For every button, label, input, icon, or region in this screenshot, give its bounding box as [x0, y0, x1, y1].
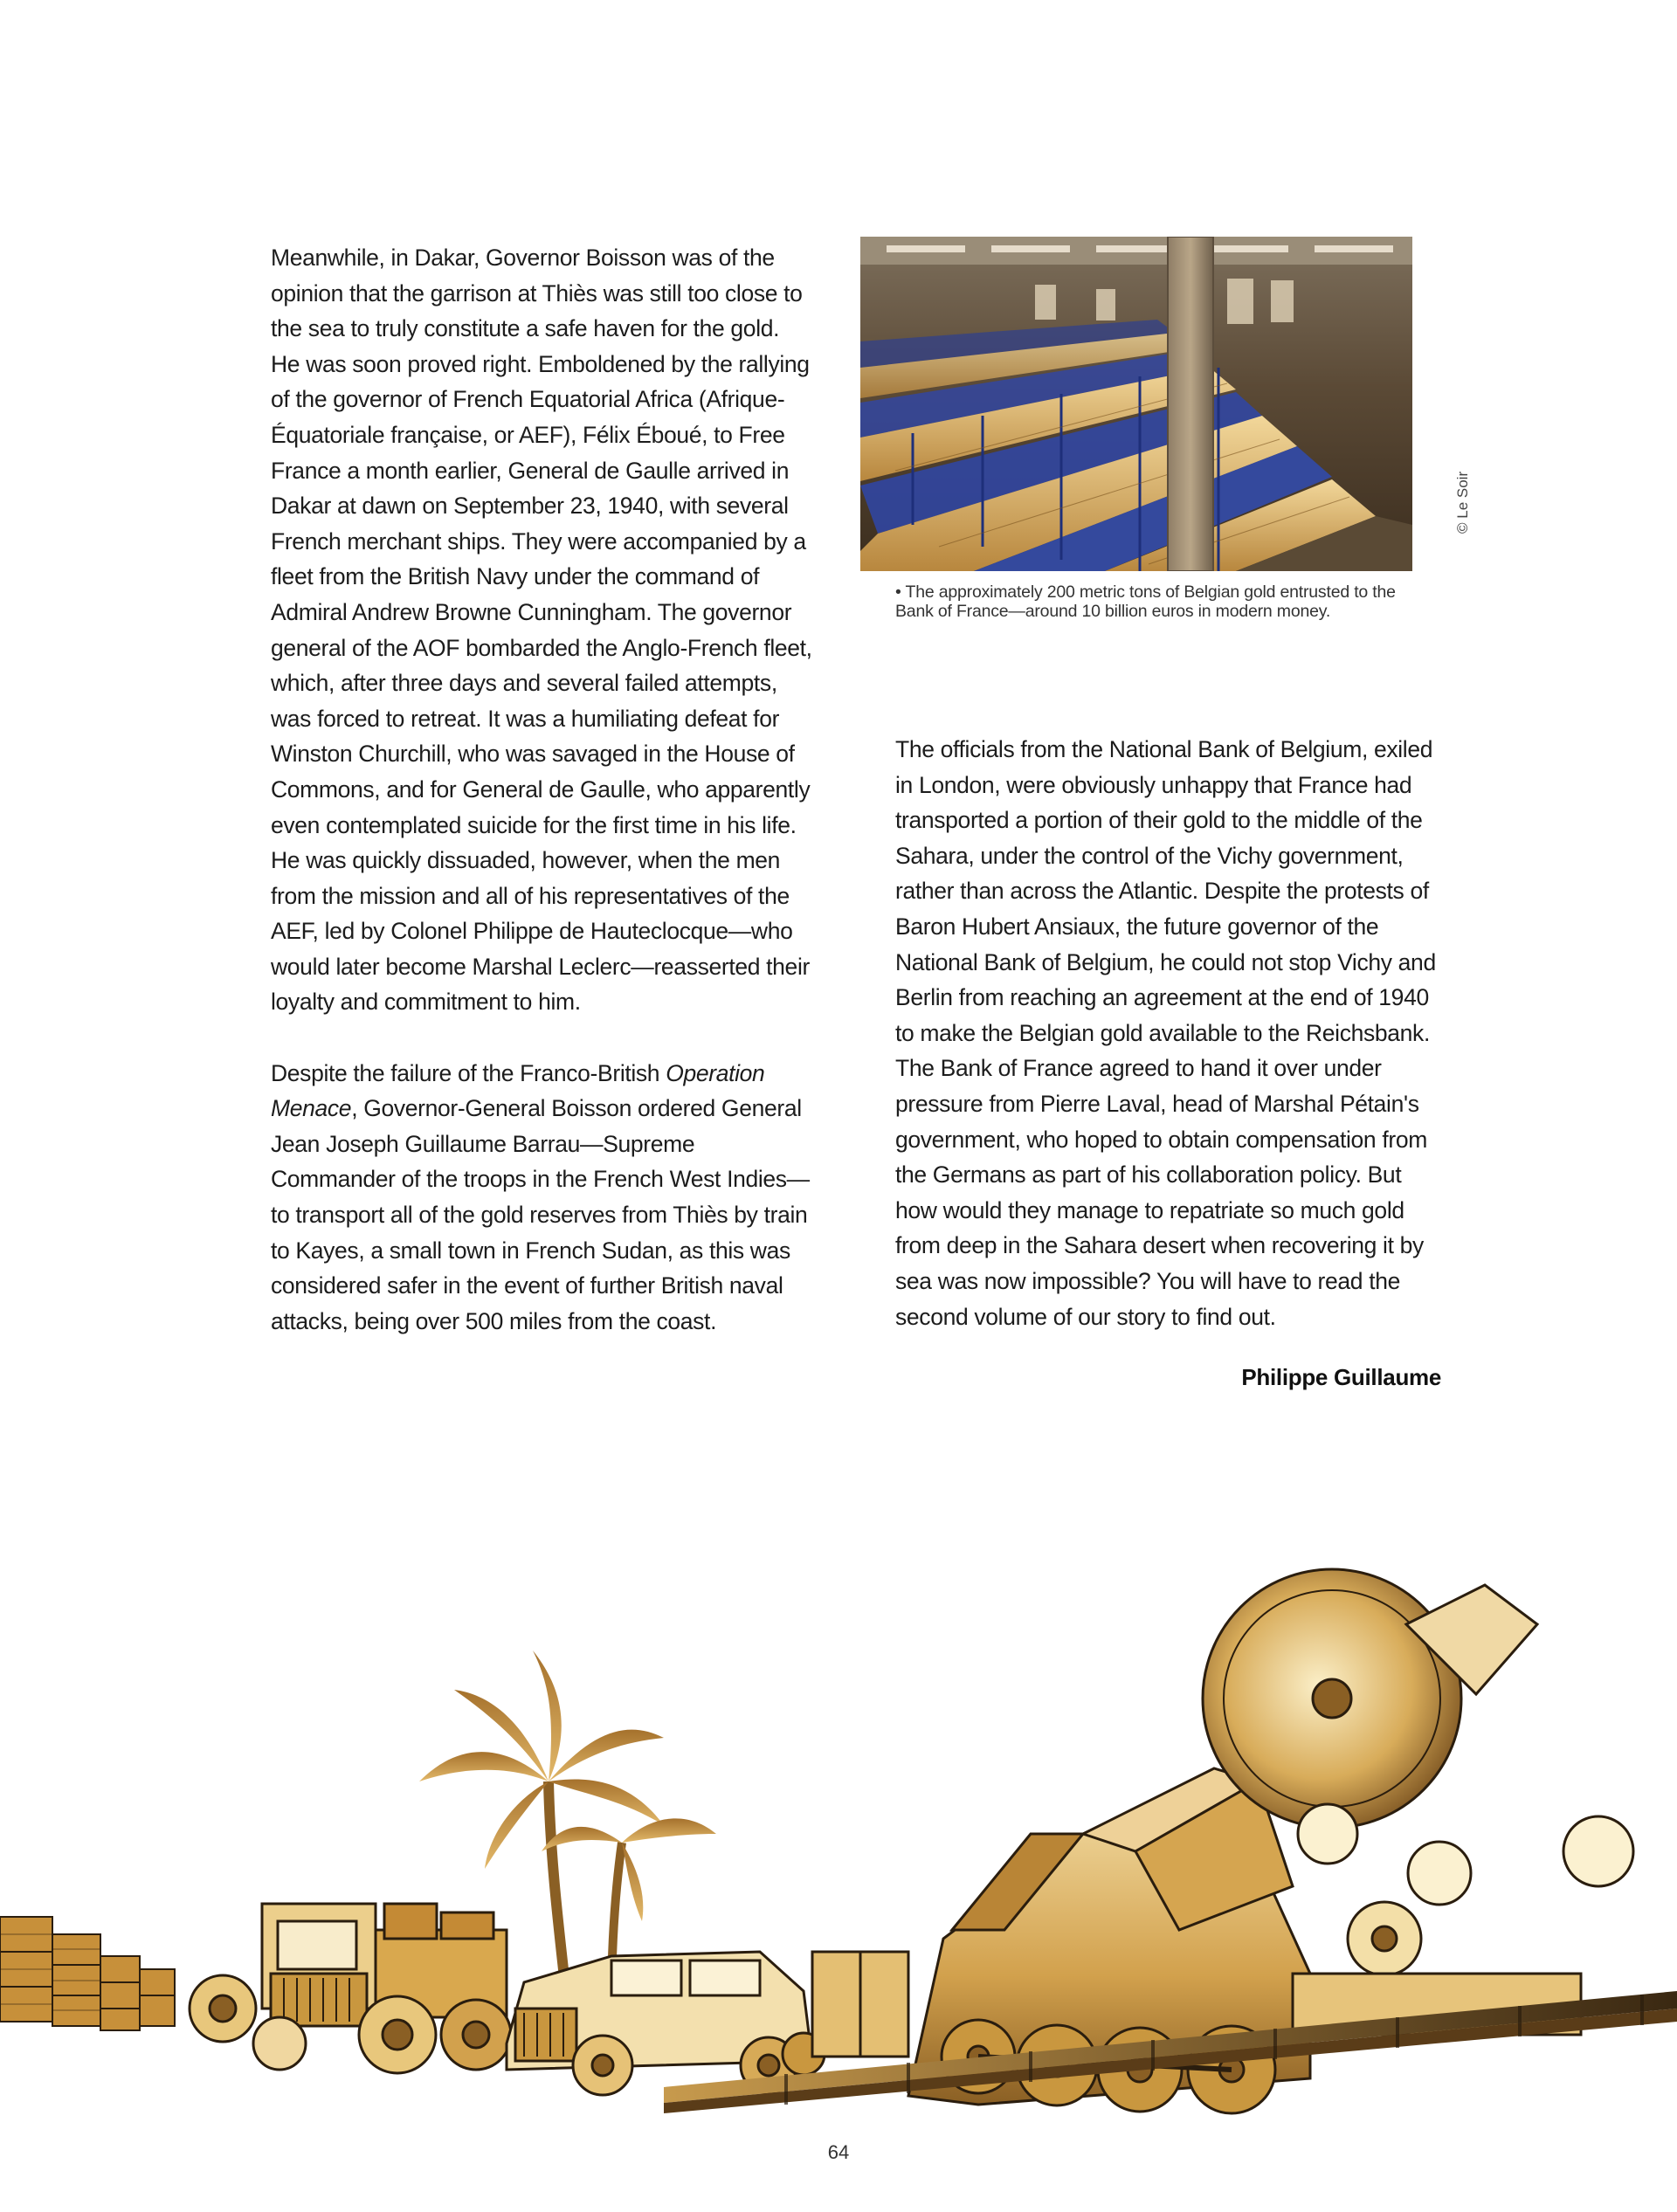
car	[507, 1952, 825, 2095]
right-column	[895, 732, 1446, 1334]
paragraph-dakar: Meanwhile, in Dakar, Governor Boisson was of the opinion that the garrison at Thiès was still too close to the sea to truly constitute a safe haven for the gold. He was soon proved right. Emboldened by the rallying of the governor of French Equatorial Africa (Afrique-Équatoriale française, or AEF), Félix Éboué, to Free France a month earlier, General de Gaulle arrived in Dakar at dawn on September 23, 1940, with several French merchant ships. They were accompanied by a fleet from the British Navy under the command of Admiral Andrew Browne Cunningham. The governor general of the AOF bombarded the Anglo-French fleet, which, after three days and several failed attempts, was forced to retreat. It was a humiliating defeat for Winston Churchill, who was savaged in the House of Commons, and for General de Gaulle, who apparently even contemplated suicide for the first time in his life. He was quickly dissuaded, however, when the men from the mission and all of his representatives of the AEF, led by Colonel Philippe de Hauteclocque—who would later become Marshal Leclerc—reasserted their loyalty and commitment to him.	[271, 245, 812, 1016]
paragraph-operation-menace	[271, 1056, 812, 1340]
photo-caption: • The approximately 200 metric tons of Belgian gold entrusted to the Bank of France—around 10 billion euros in modern money.	[895, 582, 1396, 621]
train-trucks-illustration	[0, 1519, 1677, 2131]
left-column	[271, 240, 812, 1339]
convoy-illustration	[0, 1519, 1677, 2131]
truck	[190, 1904, 511, 2073]
gold-vault-photo	[860, 237, 1412, 571]
page-number: 64	[827, 2141, 850, 2163]
paragraph-operation-menace-start: Despite the failure of the Franco-British	[271, 1059, 666, 1086]
paragraph-operation-menace-rest: , Governor-General Boisson ordered General Jean Joseph Guillaume Barrau—Supreme Commander of the troops in the French West Indies—to transport all of the gold reserves from Thiès by train to Kayes, a small town in French Sudan, as this was considered safer in the event of further British naval attacks, being over 500 miles from the coast.	[271, 1095, 810, 1334]
author-signature: Philippe Guillaume	[1241, 1364, 1441, 1390]
gold-vault-illustration	[860, 237, 1412, 571]
paragraph-belgian-officials: The officials from the National Bank of Belgium, exiled in London, were obviously unhappy that France had transported a portion of their gold to the middle of the Sahara, under the control of the Vichy government, rather than across the Atlantic. Despite the protests of Baron Hubert Ansiaux, the future governor of the National Bank of Belgium, he could not stop Vichy and Berlin from reaching an agreement at the end of 1940 to make the Belgian gold available to the Reichsbank. The Bank of France agreed to hand it over under pressure from Pierre Laval, head of Marshal Pétain's government, who hoped to obtain compensation from the Germans as part of his collaboration policy. But how would they manage to repatriate so much gold from deep in the Sahara desert when recovering it by sea was now impossible? You will have to read the second volume of our story to find out.	[895, 736, 1436, 1330]
photo-credit: © Le Soir	[1454, 471, 1471, 534]
operation-menace-title: Operation Menace	[271, 1059, 765, 1122]
